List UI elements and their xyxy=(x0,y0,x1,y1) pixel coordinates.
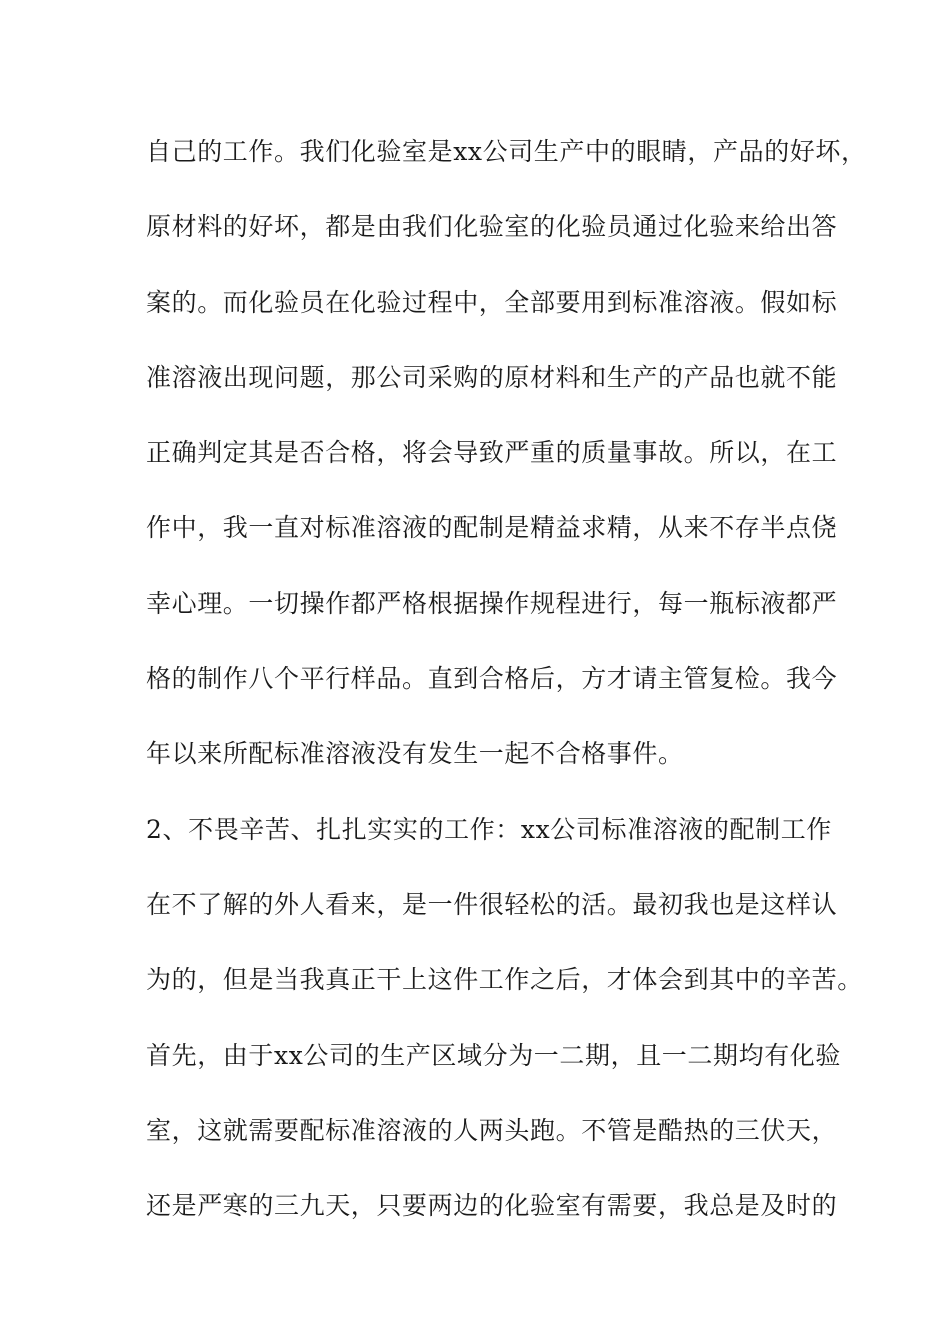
text-line: 格的制作八个平行样品。直到合格后，方才请主管复检。我今 xyxy=(146,664,838,694)
text-line: 年以来所配标准溶液没有发生一起不合格事件。 xyxy=(146,739,684,769)
text-line: 室，这就需要配标准溶液的人两头跑。不管是酷热的三伏天， xyxy=(146,1115,838,1145)
text-line: 正确判定其是否合格，将会导致严重的质量事故。所以，在工 xyxy=(146,438,838,468)
text-line: 案的。而化验员在化验过程中，全部要用到标准溶液。假如标 xyxy=(146,287,838,317)
text-line: 在不了解的外人看来，是一件很轻松的活。最初我也是这样认 xyxy=(146,889,838,919)
text-line: 准溶液出现问题，那公司采购的原材料和生产的产品也就不能 xyxy=(146,362,838,392)
text-line: 幸心理。一切操作都严格根据操作规程进行，每一瓶标液都严 xyxy=(146,588,838,618)
text-line: 自己的工作。我们化验室是xx公司生产中的眼睛，产品的好坏， xyxy=(146,137,867,166)
body-text xyxy=(146,130,867,1259)
text-line: 原材料的好坏，都是由我们化验室的化验员通过化验来给出答 xyxy=(146,212,838,242)
text-line: 为的，但是当我真正干上这件工作之后，才体会到其中的辛苦。 xyxy=(146,965,863,995)
text-line: 2、不畏辛苦、扎扎实实的工作：xx公司标准溶液的配制工作 xyxy=(146,814,832,844)
text-line: 还是严寒的三九天，只要两边的化验室有需要，我总是及时的 xyxy=(146,1191,838,1221)
text-line: 首先，由于xx公司的生产区域分为一二期，且一二期均有化验 xyxy=(146,1040,842,1070)
text-line: 作中，我一直对标准溶液的配制是精益求精，从来不存半点侥 xyxy=(146,513,838,543)
